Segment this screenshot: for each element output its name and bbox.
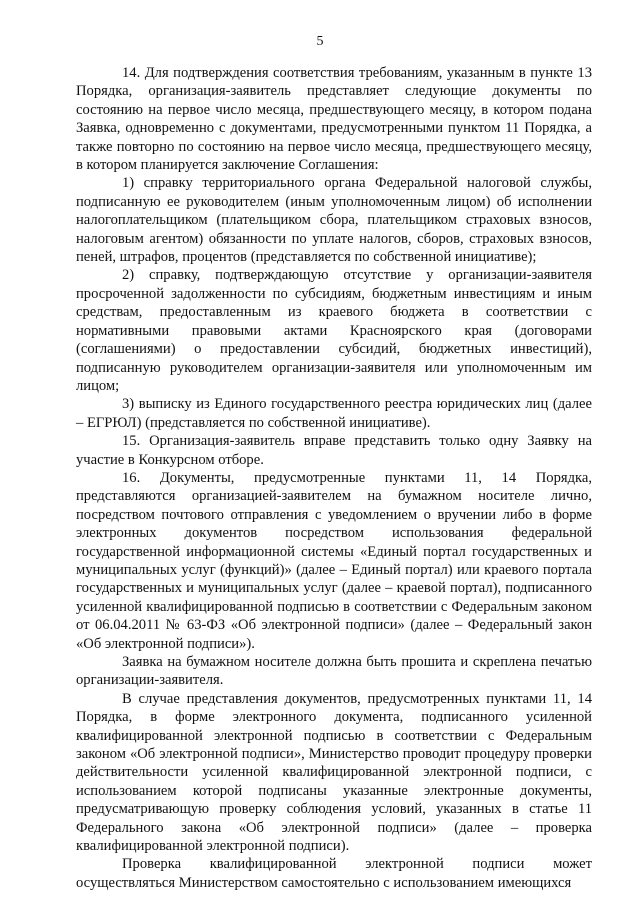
paragraph-14-item-1: 1) справку территориального органа Федеральной налоговой службы, подписанную ее руководителем (иным уполномоченным лицом) об исполнении налогоплательщиком (плательщиком сбора, плательщиком страховых взносов, налоговым агентом) обязанности по уплате налогов, сборов, страховых взносов, пеней, штрафов, процентов (представляется по собственной инициативе); <box>76 175 592 266</box>
paragraph-signature-check: Проверка квалифицированной электронной подписи может осуществляться Министерством самостоятельно с использованием имеющихся <box>76 856 592 891</box>
paragraph-14-item-3: 3) выписку из Единого государственного реестра юридических лиц (далее – ЕГРЮЛ) (представляется по собственной инициативе). <box>76 396 592 431</box>
page-number: 5 <box>316 34 324 49</box>
paragraph-16: 16. Документы, предусмотренные пунктами 11, 14 Порядка, представляются организацией-заявителем на бумажном носителе лично, посредством почтового отправления с уведомлением о вручении либо в форме электронных документов посредством использования федеральной государственной информационной системы «Единый портал государственных и муниципальных услуг (функций)» (далее – Единый портал) или краевого портала государственных и муниципальных услуг (далее – краевой портал), подписанного усиленной квалифицированной подписью в соответствии с Федеральным законом от 06.04.2011 № 63-ФЗ «Об электронной подписи» (далее – Федеральный закон «Об электронной подписи»). <box>76 469 592 652</box>
paragraph-14-item-2: 2) справку, подтверждающую отсутствие у организации-заявителя просроченной задолженности по субсидиям, бюджетным инвестициям и иным средствам, предоставленным из краевого бюджета в соответствии с нормативными правовыми актами Красноярского края (договорами (соглашениями) о предоставлении субсидий, бюджетных инвестиций), подписанную руководителем организации-заявителя или уполномоченным им лицом; <box>76 267 592 394</box>
document-body <box>76 64 592 892</box>
paragraph-15: 15. Организация-заявитель вправе представить только одну Заявку на участие в Конкурсном отборе. <box>76 433 592 468</box>
paragraph-14: 14. Для подтверждения соответствия требованиям, указанным в пункте 13 Порядка, организация-заявитель представляет следующие документы по состоянию на первое число месяца, предшествующего месяцу, в котором подана Заявка, одновременно с документами, предусмотренными пунктом 11 Порядка, а также повторно по состоянию на первое число месяца, предшествующего месяцу, в котором планируется заключение Соглашения: <box>76 65 592 174</box>
paragraph-paper-application: Заявка на бумажном носителе должна быть прошита и скреплена печатью организации-заявителя. <box>76 654 592 689</box>
paragraph-electronic-documents: В случае представления документов, предусмотренных пунктами 11, 14 Порядка, в форме электронного документа, подписанного усиленной квалифицированной электронной подписью в соответствии с Федеральным законом «Об электронной подписи», Министерство проводит процедуру проверки действительности усиленной квалифицированной электронной подписи, с использованием которой подписаны указанные электронные документы, предусматривающую проверку соблюдения условий, указанных в статье 11 Федерального закона «Об электронной подписи» (далее – проверка квалифицированной электронной подписи). <box>76 690 592 855</box>
